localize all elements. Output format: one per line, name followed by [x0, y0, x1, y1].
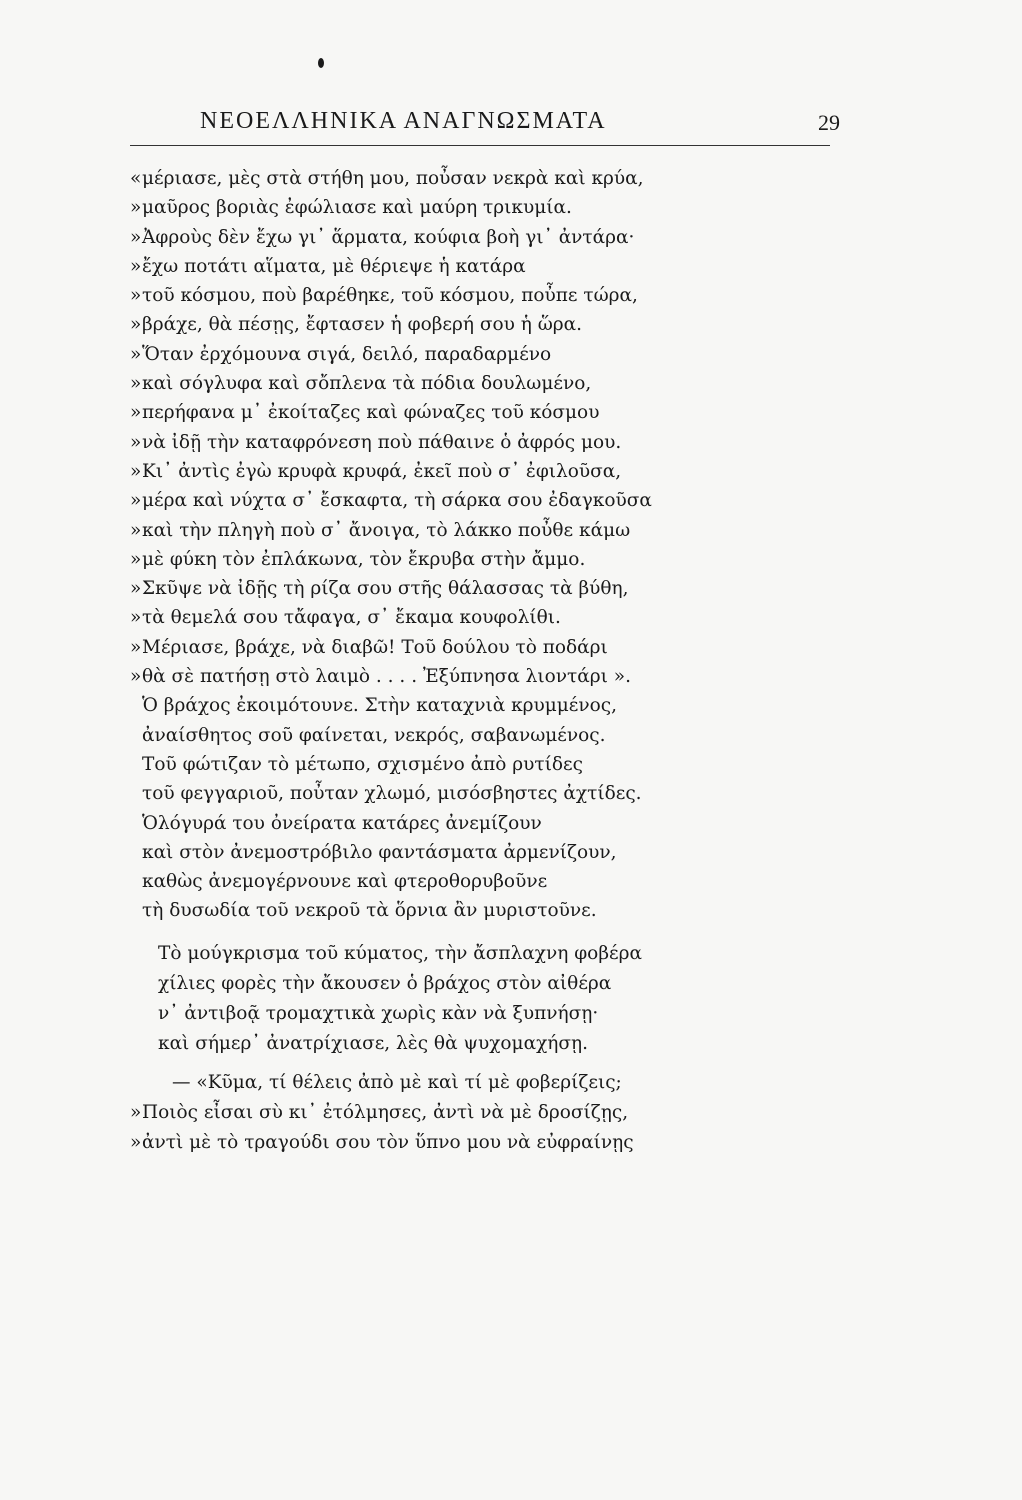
quote-mark: »	[130, 1131, 142, 1153]
verse-text: — «Κῦμα, τί θέλεις ἀπὸ μὲ καὶ τί μὲ φοβερίζεις;	[172, 1071, 622, 1093]
verse-text: μὲ φύκη τὸν ἐπλάκωνα, τὸν ἔκρυβα στὴν ἄμμο.	[142, 548, 586, 570]
stanza-2	[130, 939, 820, 1059]
verse-text: τοῦ φεγγαριοῦ, ποὖταν χλωμό, μισόσβηστες ἀχτίδες.	[142, 783, 642, 805]
verse-line: Τὸ μούγκρισμα τοῦ κύματος, τὴν ἄσπλαχνη φοβέρα	[158, 942, 642, 964]
verse-text: Ὁλόγυρά του ὀνείρατα κατάρες ἀνεμίζουν	[142, 812, 542, 834]
verse-line	[130, 340, 820, 369]
quote-mark: »	[130, 314, 142, 336]
verse-line	[130, 486, 820, 515]
stanza-3	[130, 1068, 820, 1158]
verse-line	[130, 721, 820, 750]
verse-text: Ἀφροὺς δὲν ἔχω γι᾿ ἅρματα, κούφια βοὴ γι᾿ ἀντάρα·	[142, 226, 635, 248]
verse-line: χίλιες φορὲς τὴν ἄκουσεν ὁ βράχος στὸν αἰθέρα	[158, 972, 612, 994]
quote-mark: »	[130, 343, 142, 365]
verse-line	[130, 809, 820, 838]
verse-text: μαῦρος βοριὰς ἐφώλιασε καὶ μαύρη τρικυμία.	[142, 197, 572, 219]
verse-line	[130, 867, 820, 896]
verse-line	[130, 545, 820, 574]
quote-mark: »	[130, 197, 142, 219]
verse-text: Τοῦ φώτιζαν τὸ μέτωπο, σχισμένο ἀπὸ ρυτίδες	[142, 753, 583, 775]
verse-text: τοῦ κόσμου, ποὺ βαρέθηκε, τοῦ κόσμου, ποὖπε τώρα,	[142, 285, 638, 307]
verse-line	[130, 252, 820, 281]
poem-text	[130, 164, 820, 1158]
verse-line	[130, 896, 820, 925]
verse-text: Ποιὸς εἶσαι σὺ κι᾿ ἐτόλμησες, ἀντὶ νὰ μὲ δροσίζῃς,	[142, 1101, 629, 1123]
verse-text: θὰ σὲ πατήσῃ στὸ λαιμὸ . . . . Ἐξύπνησα λιοντάρι ».	[142, 666, 631, 688]
verse-text: Κι᾿ ἀντὶς ἐγὼ κρυφὰ κρυφά, ἐκεῖ ποὺ σ᾿ ἐφιλοῦσα,	[142, 460, 622, 482]
verse-line: ν᾿ ἀντιβοᾷ τρομαχτικὰ χωρὶς κὰν νὰ ξυπνήσῃ·	[158, 1002, 599, 1024]
verse-text: μέριασε, μὲς στὰ στήθη μου, ποὖσαν νεκρὰ καὶ κρύα,	[142, 168, 644, 189]
quote-mark: »	[130, 548, 142, 570]
stanza-1	[130, 164, 820, 926]
verse-text: τὴ δυσωδία τοῦ νεκροῦ τὰ ὅρνια ἂν μυριστοῦνε.	[142, 900, 597, 922]
stanza-break	[130, 1059, 820, 1068]
quote-mark: »	[130, 373, 142, 395]
quote-mark: »	[130, 402, 142, 424]
verse-text: Ὁ βράχος ἐκοιμότουνε. Στὴν καταχνιὰ κρυμμένος,	[142, 695, 618, 717]
quote-mark: »	[130, 666, 142, 688]
quote-mark: »	[130, 226, 142, 248]
verse-line	[130, 369, 820, 398]
verse-text: καὶ τὴν πληγὴ ποὺ σ᾿ ἄνοιγα, τὸ λάκκο ποὖθε κάμω	[142, 519, 631, 541]
verse-line	[130, 1068, 820, 1098]
page-header	[130, 100, 840, 140]
verse-line	[130, 310, 820, 339]
quote-mark: »	[130, 255, 142, 277]
verse-text: βράχε, θὰ πέσῃς, ἔφτασεν ἡ φοβερή σου ἡ ὥρα.	[142, 314, 583, 336]
verse-text: ἀναίσθητος σοῦ φαίνεται, νεκρός, σαβανωμένος.	[142, 724, 606, 746]
verse-line: καὶ σήμερ᾿ ἀνατρίχιασε, λὲς θὰ ψυχομαχήσῃ.	[158, 1032, 588, 1054]
verse-line	[130, 457, 820, 486]
quote-mark: »	[130, 607, 142, 629]
verse-line	[130, 516, 820, 545]
verse-line	[130, 662, 820, 691]
verse-line	[130, 1128, 820, 1158]
verse-text: καὶ σόγλυφα καὶ σὄπλενα τὰ πόδια δουλωμένο,	[142, 373, 592, 395]
verse-text: νὰ ἰδῇ τὴν καταφρόνεση ποὺ πάθαινε ὁ ἀφρός μου.	[142, 431, 622, 453]
verse-text: ἔχω ποτάτι αἵματα, μὲ θέριεψε ἡ κατάρα	[142, 255, 526, 277]
quote-mark: »	[130, 578, 142, 600]
verse-line	[130, 398, 820, 427]
verse-line	[130, 164, 820, 193]
running-title: ΝΕΟΕΛΛΗΝΙΚΑ ΑΝΑΓΝΩΣΜΑΤΑ	[200, 108, 607, 134]
quote-mark: »	[130, 431, 142, 453]
verse-line	[130, 193, 820, 222]
verse-line	[130, 603, 820, 632]
header-rule	[130, 145, 830, 146]
verse-text: Μέριασε, βράχε, νὰ διαβῶ! Τοῦ δούλου τὸ ποδάρι	[142, 636, 608, 658]
verse-text: καθὼς ἀνεμογέρνουνε καὶ φτεροθορυβοῦνε	[142, 871, 548, 893]
quote-mark: »	[130, 1101, 142, 1123]
verse-line	[130, 779, 820, 808]
page-number: 29	[818, 110, 840, 135]
verse-line	[130, 691, 820, 720]
quote-mark: »	[130, 490, 142, 512]
verse-text: ἀντὶ μὲ τὸ τραγούδι σου τὸν ὕπνο μου νὰ εὐφραίνῃς	[142, 1131, 634, 1153]
verse-text: μέρα καὶ νύχτα σ᾿ ἔσκαφτα, τὴ σάρκα σου ἐδαγκοῦσα	[142, 490, 652, 512]
verse-line	[130, 633, 820, 662]
quote-mark: »	[130, 285, 142, 307]
verse-text: Σκῦψε νὰ ἰδῇς τὴ ρίζα σου στῆς θάλασσας τὰ βύθη,	[142, 578, 629, 600]
verse-text: περήφανα μ᾿ ἐκοίταζες καὶ φώναζες τοῦ κόσμου	[142, 402, 600, 424]
quote-mark: »	[130, 460, 142, 482]
verse-line	[130, 574, 820, 603]
verse-text: Ὅταν ἐρχόμουνα σιγά, δειλό, παραδαρμένο	[142, 343, 552, 365]
verse-line	[130, 428, 820, 457]
quote-mark: »	[130, 636, 142, 658]
verse-line	[130, 223, 820, 252]
verse-text: τὰ θεμελά σου τἄφαγα, σ᾿ ἔκαμα κουφολίθι.	[142, 607, 561, 629]
verse-line	[130, 281, 820, 310]
quote-mark: »	[130, 519, 142, 541]
stanza-break	[130, 926, 820, 939]
verse-line	[130, 1098, 820, 1128]
verse-line	[130, 838, 820, 867]
verse-text: καὶ στὸν ἀνεμοστρόβιλο φαντάσματα ἀρμενίζουν,	[142, 841, 617, 863]
ink-speck	[318, 58, 324, 68]
verse-line	[130, 750, 820, 779]
quote-mark: «	[130, 168, 142, 189]
